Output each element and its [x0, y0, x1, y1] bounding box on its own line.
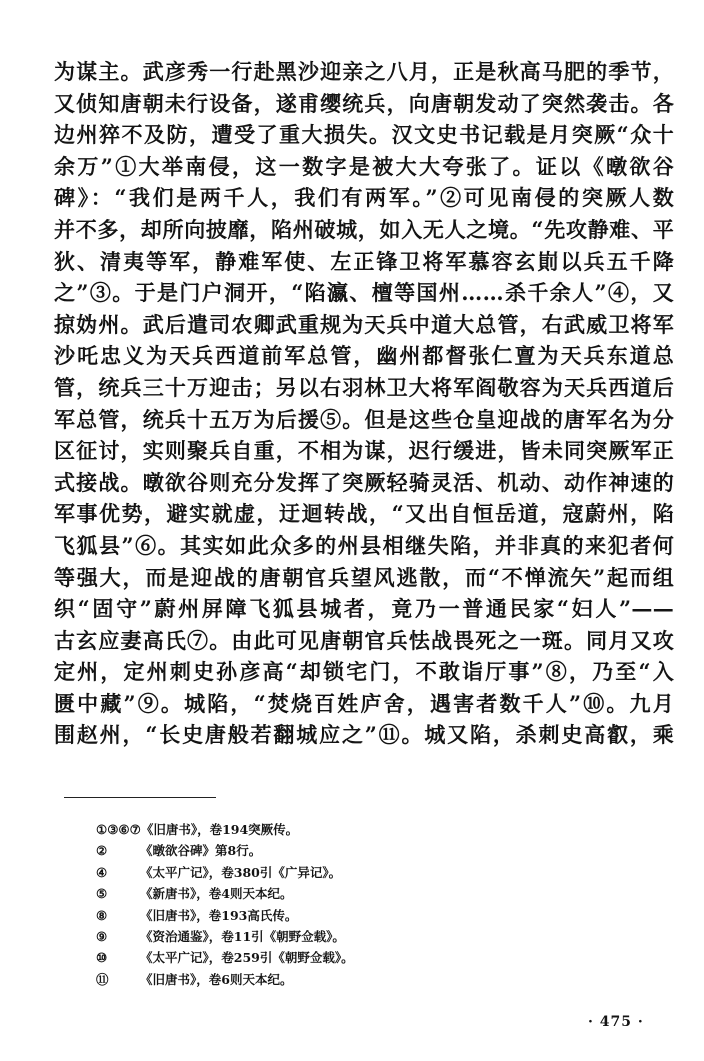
body-line: 掠妫州。武后遣司农卿武重规为天兵中道大总管，右武威卫将军 — [54, 311, 674, 337]
body-line: 定州，定州刺史孙彦高“却锁宅门，不敢诣厅事”⑧，乃至“入 — [54, 659, 674, 685]
footnote-marker: ①③⑥⑦ — [96, 822, 141, 837]
footnote — [96, 969, 616, 990]
footnote — [96, 905, 616, 926]
body-line: 并不多，却所向披靡，陷州破城，如入无人之境。“先攻静难、平 — [54, 216, 674, 242]
body-line: 军事优势，避实就虚，迂迴转战，“又出自恒岳道，寇蔚州，陷 — [54, 501, 674, 527]
body-line: 织“固守”蔚州屏障飞狐县城者，竟乃一普通民家“妇人”—— — [54, 596, 674, 622]
body-line: 管，统兵三十万迎击；另以右羽林卫大将军阎敬容为天兵西道后 — [54, 374, 674, 400]
footnote-text: 《新唐书》，卷4则天本纪。 — [140, 886, 293, 902]
footnote-text: 《太平广记》，卷259引《朝野佥载》。 — [140, 950, 354, 966]
footnote — [96, 926, 616, 947]
body-line: 等强大，而是迎战的唐朝官兵望风逃散，而“不惮流矢”起而组 — [54, 564, 674, 590]
footnote-text: 《太平广记》，卷380引《广异记》。 — [140, 864, 342, 880]
footnote-marker: ⑧ — [96, 907, 108, 923]
body-line: 区征讨，实则聚兵自重，不相为谋，迟行缓进，皆未同突厥军正 — [54, 438, 674, 464]
footnote-text: 《旧唐书》，卷193高氏传。 — [140, 907, 298, 923]
footnote-text: 《旧唐书》，卷6则天本纪。 — [140, 971, 293, 987]
footnote-text: 《暾欲谷碑》第8行。 — [140, 843, 262, 859]
body-line: 碑》：“我们是两千人，我们有两军。”②可见南侵的突厥人数 — [54, 185, 674, 211]
body-line: 军总管，统兵十五万为后援⑤。但是这些仓皇迎战的唐军名为分 — [54, 406, 674, 432]
body-line: 为谋主。武彦秀一行赴黑沙迎亲之八月，正是秋高马肥的季节， — [54, 59, 674, 84]
body-line: 古玄应妻高氏⑦。由此可见唐朝官兵怯战畏死之一斑。同月又攻 — [54, 627, 674, 653]
footnote-text: 《资治通鉴》，卷11引《朝野佥载》。 — [140, 928, 345, 944]
body-line: 沙吒忠义为天兵西道前军总管，幽州都督张仁亶为天兵东道总 — [54, 343, 674, 369]
body-text — [54, 56, 674, 751]
footnote — [96, 947, 616, 968]
body-line: 又侦知唐朝未行设备，遂甫缨统兵，向唐朝发动了突然袭击。各 — [54, 90, 674, 116]
footnote — [96, 883, 616, 904]
body-line: 余万”①大举南侵，这一数字是被大大夸张了。证以《暾欲谷 — [54, 153, 674, 179]
body-line: 匮中藏”⑨。城陷，“焚烧百姓庐舍，遇害者数千人”⑩。九月 — [54, 690, 674, 716]
footnote — [96, 840, 616, 861]
footnote — [96, 819, 616, 840]
footnote-marker: ⑨ — [96, 928, 108, 944]
footnote-marker: ⑤ — [96, 886, 108, 902]
footnotes — [96, 819, 616, 990]
body-line: 之”③。于是门户洞开，“陷瀛、檀等国州……杀千余人”④，又 — [54, 280, 674, 306]
footnote-marker: ⑩ — [96, 950, 108, 966]
footnote-divider — [64, 797, 216, 798]
body-line: 狄、清夷等军，静难军使、左正锋卫将军慕容玄崱以兵五千降 — [54, 248, 674, 274]
body-line: 围赵州，“长史唐般若翻城应之”⑪。城又陷，杀刺史高叡，乘 — [54, 722, 674, 748]
footnote-text: 《旧唐书》，卷194突厥传。 — [140, 822, 299, 837]
body-line: 边州猝不及防，遭受了重大损失。汉文史书记载是月突厥“众十 — [54, 122, 674, 148]
body-line: 飞狐县”⑥。其实如此众多的州县相继失陷，并非真的来犯者何 — [54, 532, 674, 558]
page-number: · 475 · — [588, 1014, 644, 1030]
body-line: 式接战。暾欲谷则充分发挥了突厥轻骑灵活、机动、动作神速的 — [54, 469, 674, 495]
footnote — [96, 862, 616, 883]
footnote-marker: ④ — [96, 864, 108, 880]
footnote-marker: ⑪ — [96, 971, 109, 987]
footnote-marker: ② — [96, 843, 108, 859]
